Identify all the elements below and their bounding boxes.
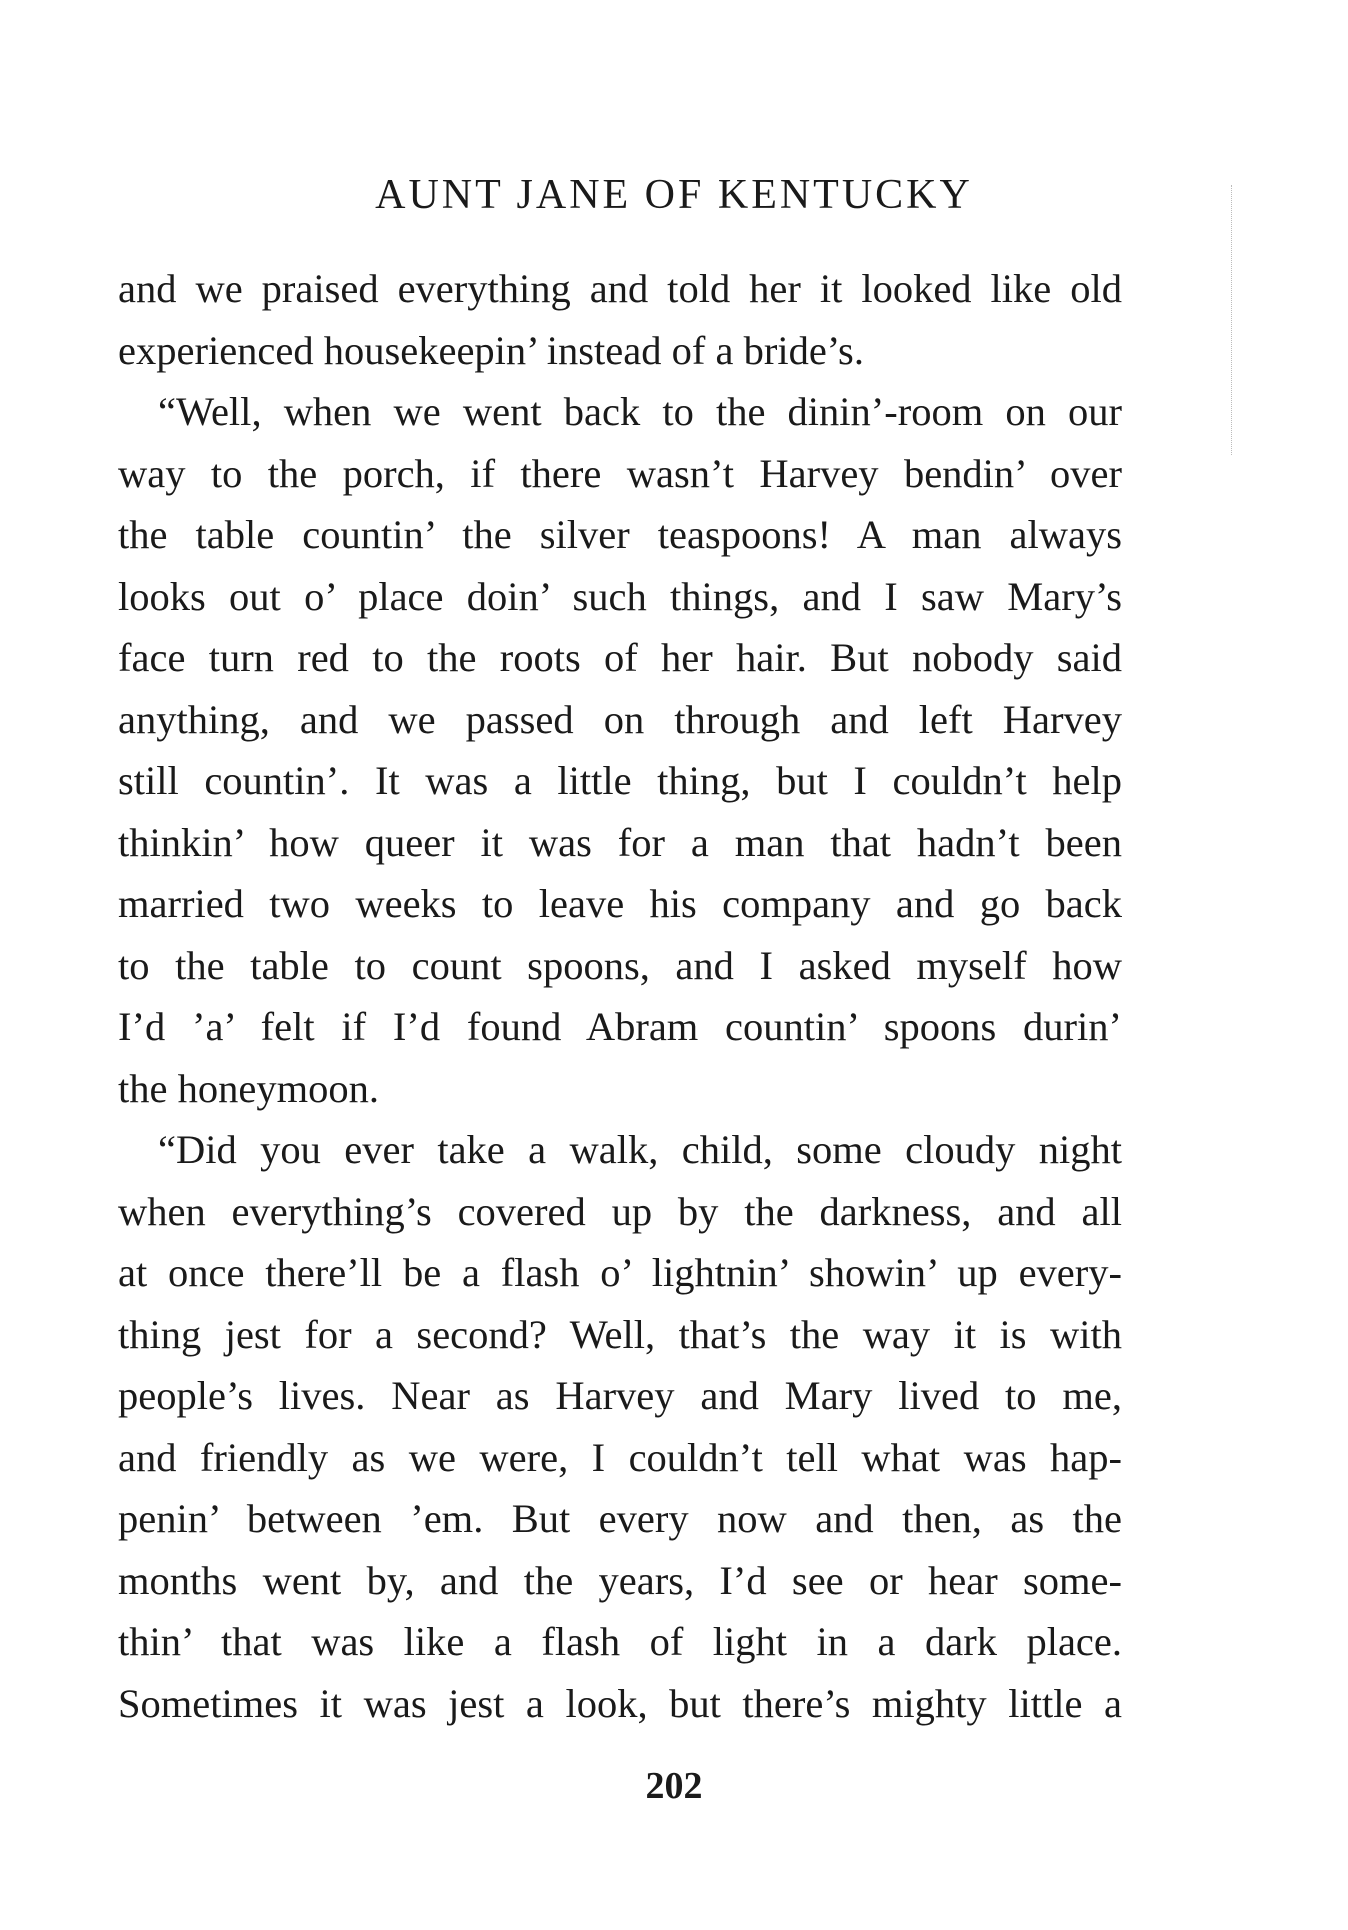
text-line: experienced housekeepin’ instead of a bride’s. — [118, 327, 864, 373]
text-line: “Did you ever take a walk, child, some cloudy night — [158, 1127, 1122, 1172]
text-line: Sometimes it was jest a look, but there’s mighty little a — [118, 1680, 1122, 1726]
text-line: thin’ that was like a flash of light in a dark place. — [118, 1619, 1122, 1664]
text-line: still countin’. It was a little thing, but I couldn’t help — [118, 758, 1122, 803]
text-line: looks out o’ place doin’ such things, and I saw Mary’s — [118, 573, 1122, 619]
page-number: 202 — [645, 1765, 703, 1807]
text-line: face turn red to the roots of her hair. But nobody said — [118, 635, 1122, 680]
text-line: the honeymoon. — [118, 1065, 379, 1111]
text-line: thinkin’ how queer it was for a man that hadn’t been — [118, 819, 1122, 865]
margin-speckle — [1231, 185, 1236, 455]
text-line: at once there’ll be a flash o’ lightnin’ showin’ up every- — [118, 1250, 1122, 1295]
text-line: and friendly as we were, I couldn’t tell what was hap- — [118, 1434, 1122, 1480]
text-line: “Well, when we went back to the dinin’-room on our — [158, 389, 1122, 434]
text-line: and we praised everything and told her it looked like old — [118, 266, 1122, 311]
text-line: way to the porch, if there wasn’t Harvey bendin’ over — [118, 450, 1122, 496]
text-line: when everything’s covered up by the darkness, and all — [118, 1188, 1122, 1234]
text-line: anything, and we passed on through and left Harvey — [118, 696, 1122, 742]
text-line: penin’ between ’em. But every now and then, as the — [118, 1496, 1122, 1541]
text-line: to the table to count spoons, and I asked myself how — [118, 942, 1122, 988]
text-line: married two weeks to leave his company and go back — [118, 881, 1122, 926]
text-line: thing jest for a second? Well, that’s the way it is with — [118, 1311, 1122, 1357]
running-head: AUNT JANE OF KENTUCKY — [375, 172, 973, 218]
text-line: people’s lives. Near as Harvey and Mary lived to me, — [118, 1373, 1122, 1418]
body-text — [118, 258, 1122, 1734]
text-line: months went by, and the years, I’d see or hear some- — [118, 1557, 1122, 1603]
text-line: I’d ’a’ felt if I’d found Abram countin’ spoons durin’ — [118, 1004, 1122, 1049]
text-line: the table countin’ the silver teaspoons! A man always — [118, 512, 1122, 557]
